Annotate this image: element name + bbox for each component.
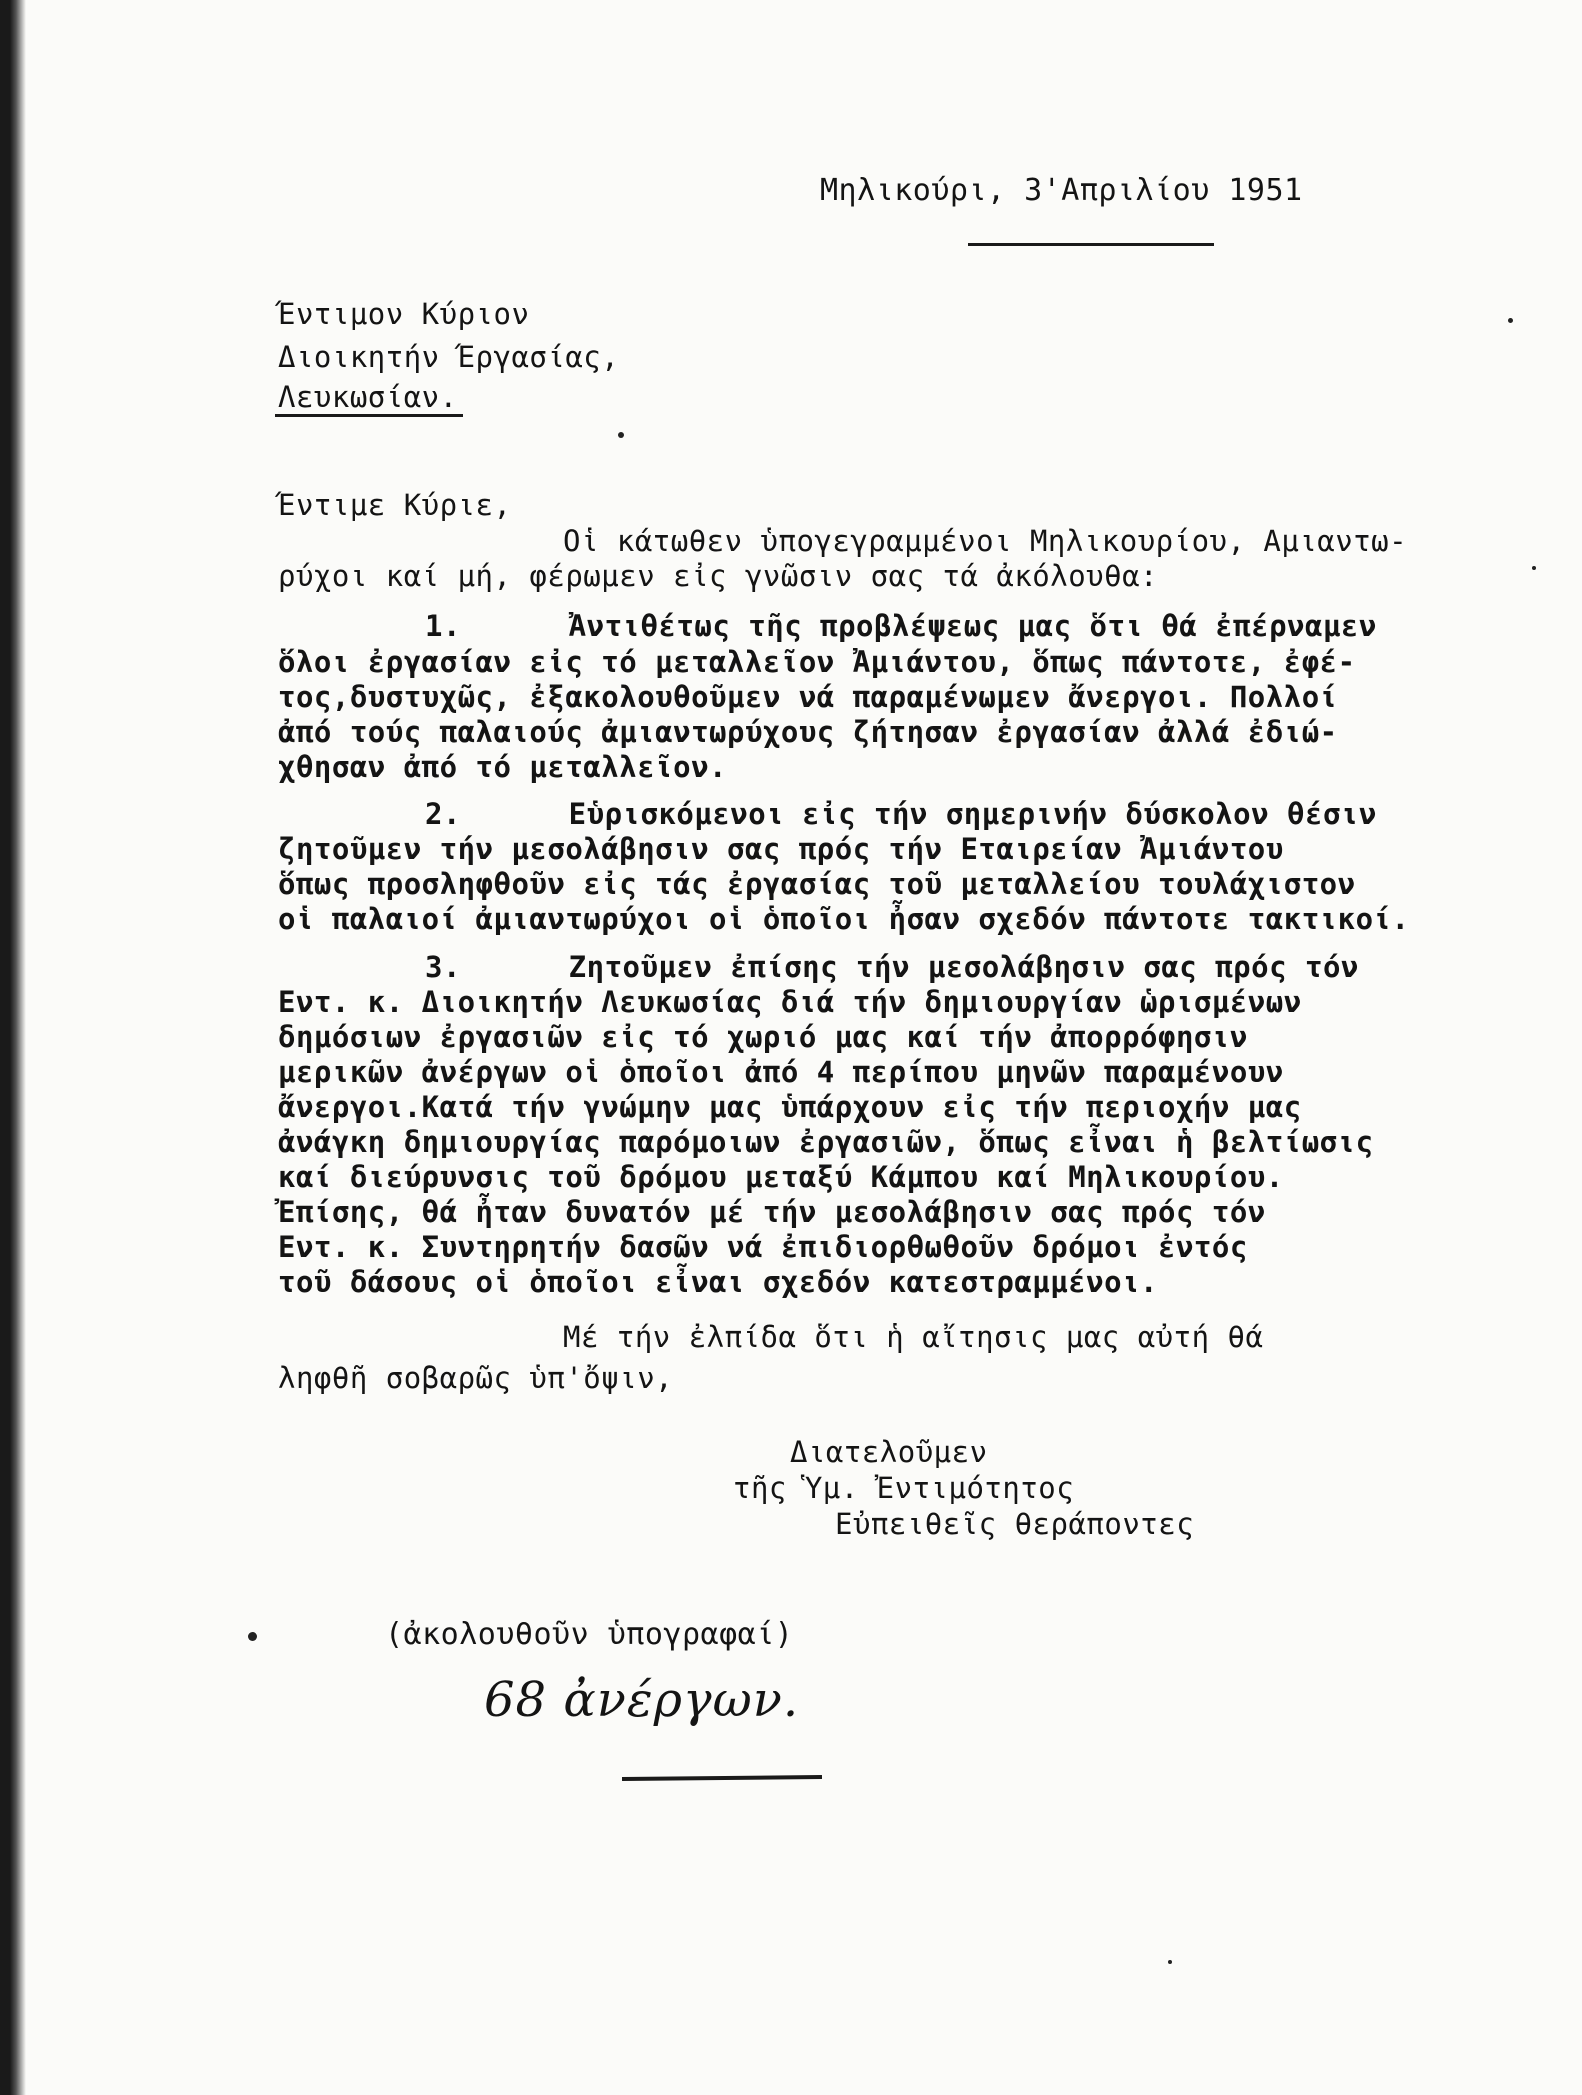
point3-line-3: δημόσιων ἐργασιῶν εἰς τό χωριό μας καί τήν ἀπορρόφησιν (278, 1020, 1248, 1054)
signoff-line-1: Διατελοῦμεν (790, 1435, 988, 1469)
recipient-underline (275, 414, 463, 417)
point1-line-1: 1. Ἀντιθέτως τῆς προβλέψεως μας ὅτι θά ἐπέρναμεν (425, 609, 1377, 643)
scan-speck (1168, 1960, 1172, 1964)
point3-line-6: ἀνάγκη δημιουργίας παρόμοιων ἐργασιῶν, ὅπως εἶναι ἡ βελτίωσις (278, 1125, 1374, 1159)
point3-line-1: 3. Ζητοῦμεν ἐπίσης τήν μεσολάβησιν σας πρός τόν (425, 950, 1359, 984)
date-underline (968, 243, 1214, 246)
point1-line-3: τος,δυστυχῶς, ἐξακολουθοῦμεν νά παραμένωμεν ἄνεργοι. Πολλοί (278, 680, 1338, 714)
signoff-line-3: Εὐπειθεῖς θεράποντες (835, 1507, 1195, 1541)
signatures-note: (ἀκολουθοῦν ὑπογραφαί) (385, 1617, 794, 1652)
scan-speck (248, 1632, 257, 1641)
salutation: Έντιμε Κύριε, (278, 488, 512, 522)
signoff-line-2: τῆς Ὑμ. Ἐντιμότητος (733, 1471, 1075, 1505)
recipient-line-1: Έντιμον Κύριον (278, 297, 530, 331)
point3-line-9: Εντ. κ. Συντηρητήν δασῶν νά ἐπιδιορθωθοῦν δρόμοι ἐντός (278, 1230, 1248, 1264)
point1-line-5: χθησαν ἀπό τό μεταλλεῖον. (278, 750, 727, 784)
scan-speck (1532, 566, 1536, 570)
scan-left-edge (0, 0, 26, 2095)
scan-speck (1508, 318, 1513, 323)
recipient-line-2: Διοικητήν Έργασίας, (278, 340, 620, 374)
handwritten-underline (622, 1775, 822, 1781)
point3-line-5: ἄνεργοι.Κατά τήν γνώμην μας ὑπάρχουν εἰς τήν περιοχήν μας (278, 1090, 1302, 1124)
point2-line-1: 2. Εὑρισκόμενοι εἰς τήν σημερινήν δύσκολον θέσιν (425, 797, 1377, 831)
point1-line-2: ὅλοι ἐργασίαν εἰς τό μεταλλεῖον Ἀμιάντου, ὅπως πάντοτε, ἐφέ- (278, 645, 1356, 679)
closing-line-1: Μέ τήν ἐλπίδα ὅτι ἡ αἴτησις μας αὐτή θά (563, 1320, 1264, 1354)
point3-line-10: τοῦ δάσους οἱ ὁποῖοι εἶναι σχεδόν κατεστραμμένοι. (278, 1265, 1159, 1299)
point2-line-4: οἱ παλαιοί ἀμιαντωρύχοι οἱ ὁποῖοι ἦσαν σχεδόν πάντοτε τακτικοί. (278, 902, 1410, 936)
closing-line-2: ληφθῆ σοβαρῶς ὑπ'ὄψιν, (278, 1361, 674, 1395)
point3-line-7: καί διεύρυνσις τοῦ δρόμου μεταξύ Κάμπου καί Μηλικουρίου. (278, 1160, 1284, 1194)
point1-line-4: ἀπό τούς παλαιούς ἀμιαντωρύχους ζήτησαν ἐργασίαν ἀλλά ἐδιώ- (278, 715, 1338, 749)
intro-line-2: ρύχοι καί μή, φέρωμεν εἰς γνῶσιν σας τά ἀκόλουθα: (278, 559, 1159, 593)
scan-speck (618, 432, 624, 438)
intro-line-1: Οἱ κάτωθεν ὑπογεγραμμένοι Μηλικουρίου, Αμιαντω- (563, 524, 1408, 558)
point2-line-2: ζητοῦμεν τήν μεσολάβησιν σας πρός τήν Εταιρείαν Ἀμιάντου (278, 832, 1284, 866)
date-line: Μηλικούρι, 3'Απριλίου 1951 (820, 173, 1303, 208)
point3-line-4: μερικῶν ἀνέργων οἱ ὁποῖοι ἀπό 4 περίπου μηνῶν παραμένουν (278, 1055, 1284, 1089)
recipient-line-3: Λευκωσίαν. (278, 380, 458, 414)
point3-line-2: Εντ. κ. Διοικητήν Λευκωσίας διά τήν δημιουργίαν ὡρισμένων (278, 985, 1302, 1019)
point3-line-8: Ἐπίσης, θά ἦταν δυνατόν μέ τήν μεσολάβησιν σας πρός τόν (278, 1195, 1266, 1229)
point2-line-3: ὅπως προσληφθοῦν εἰς τάς ἐργασίας τοῦ μεταλλείου τουλάχιστον (278, 867, 1356, 901)
handwritten-note: 68 ἀνέργων. (484, 1672, 800, 1728)
